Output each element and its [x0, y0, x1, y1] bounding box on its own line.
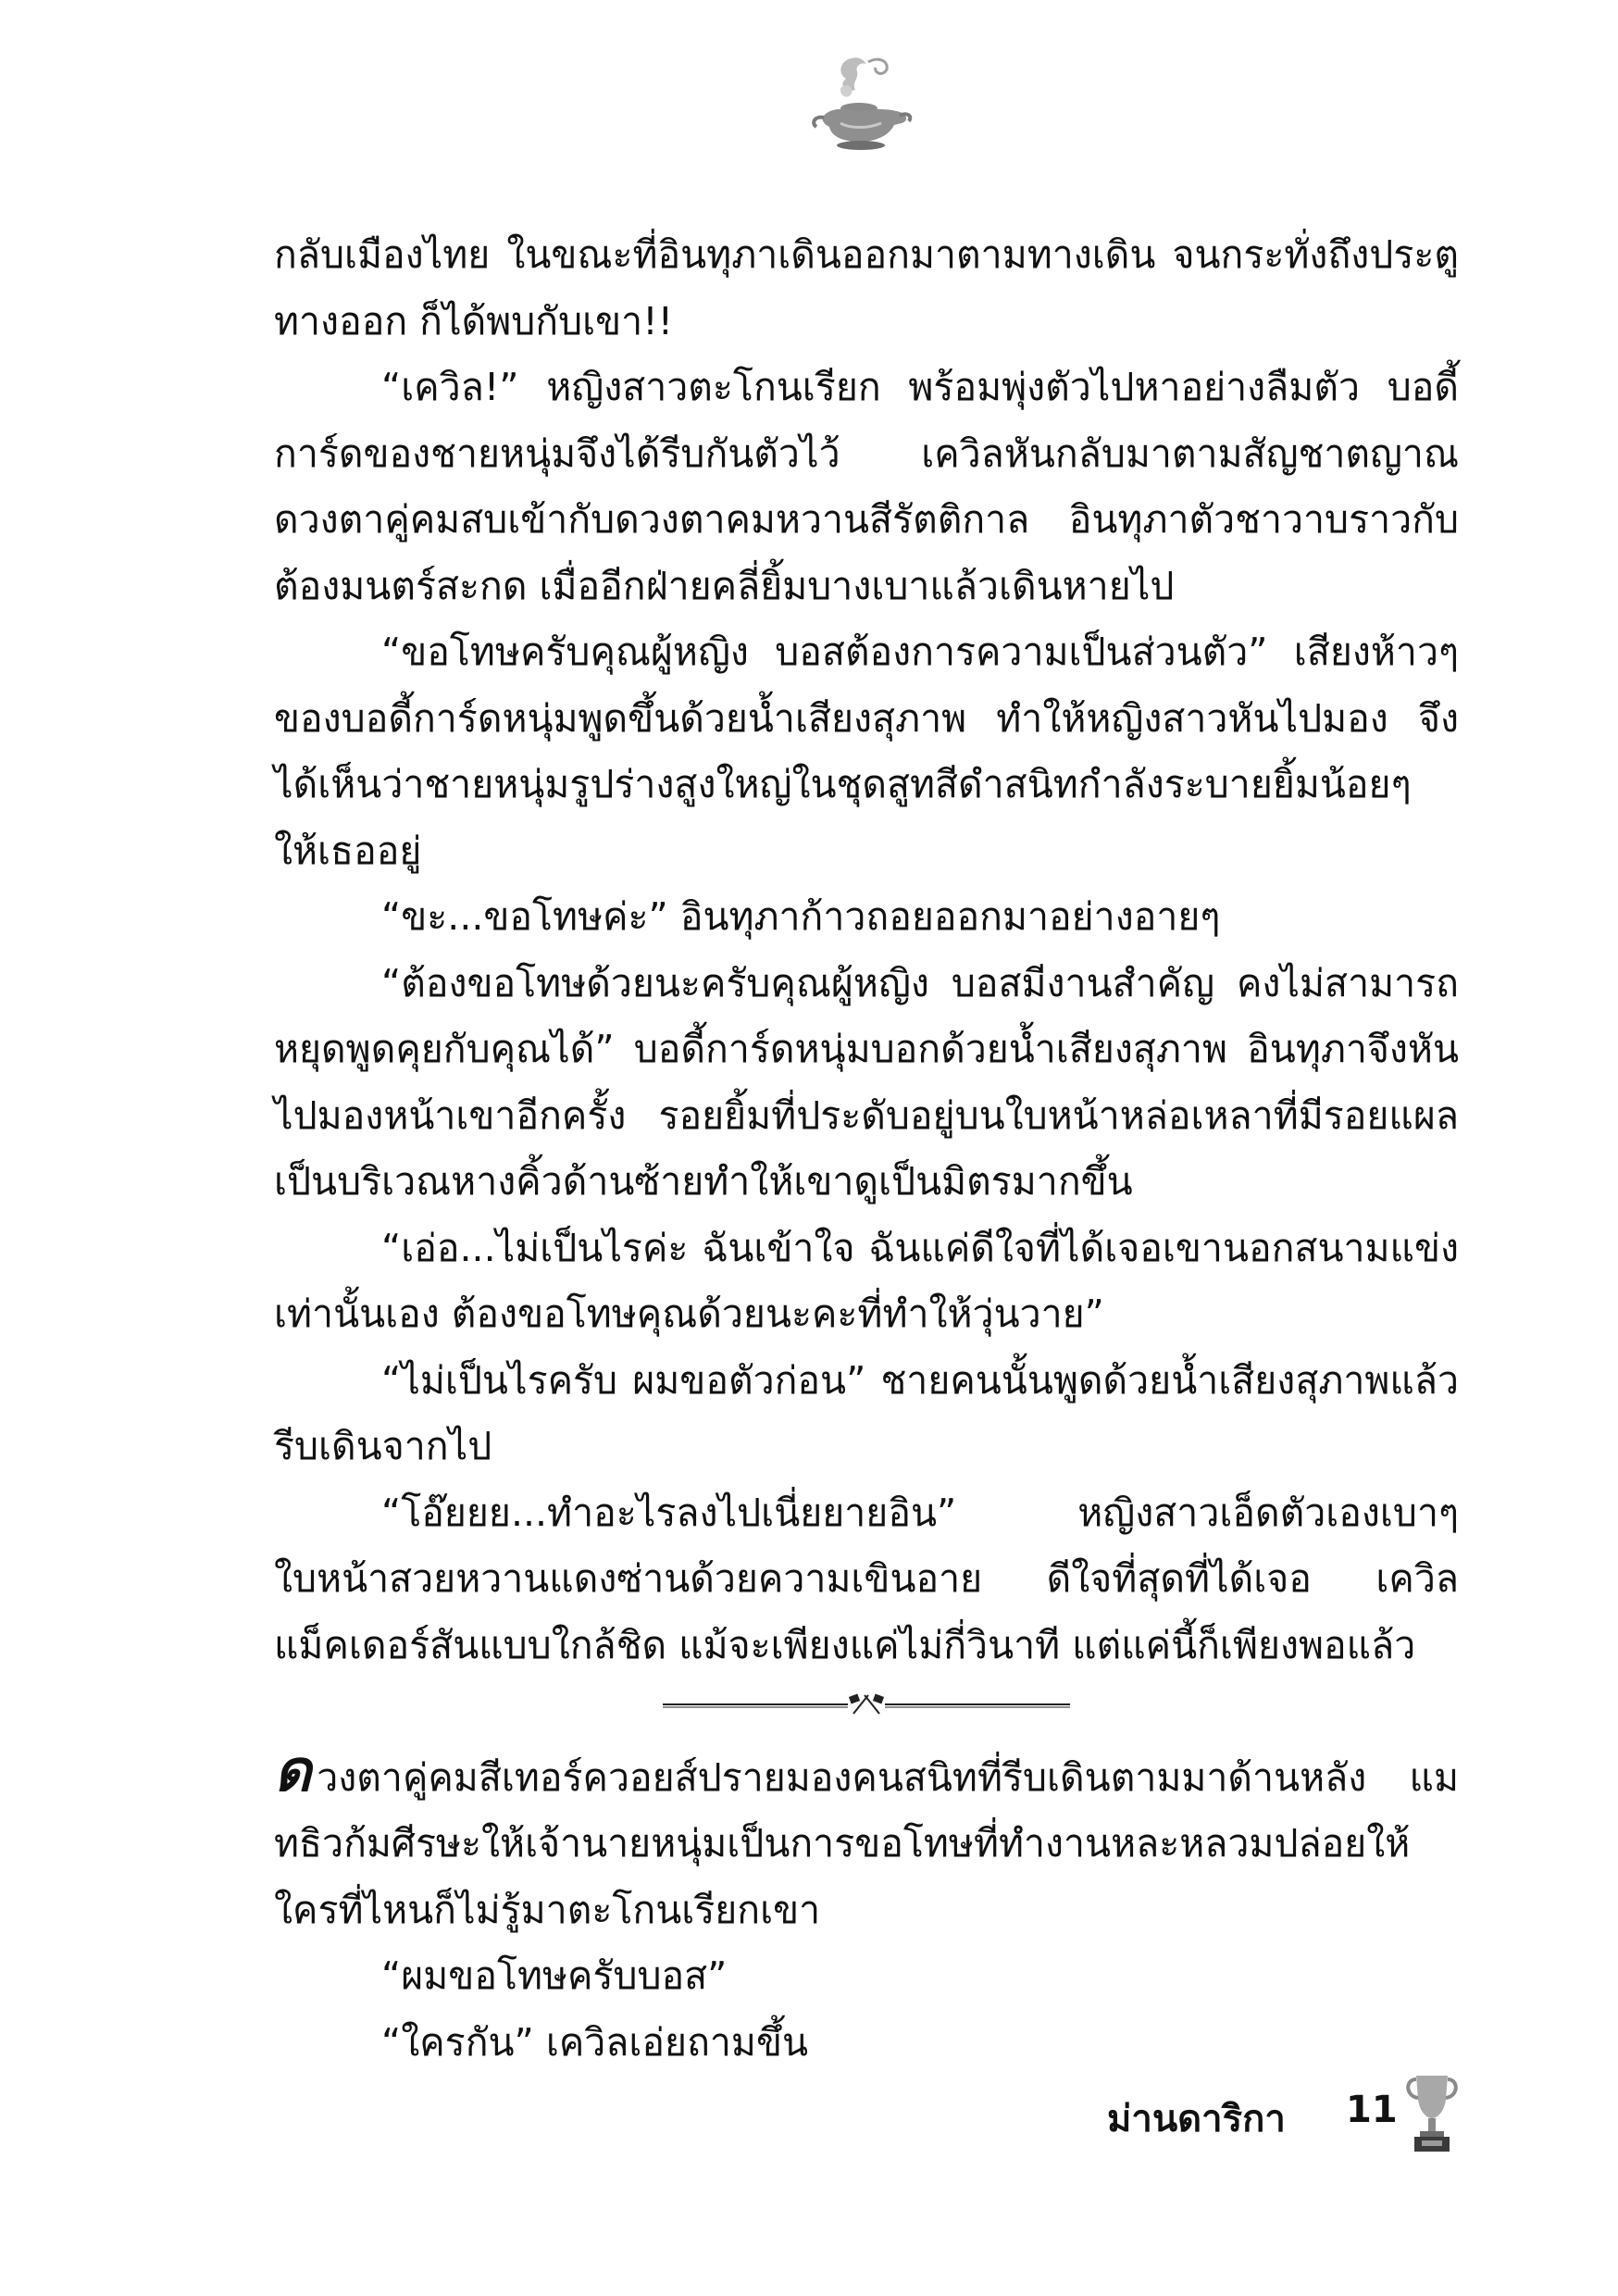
paragraph: “เอ่อ...ไม่เป็นไรค่ะ ฉันเข้าใจ ฉันแค่ดีใจที่ได้เจอเขานอกสนามแข่งเท่านั้นเอง ต้องขอโทษคุณด้วยนะคะที่ทำให้วุ่นวาย” [274, 1225, 1459, 1336]
paragraph: “ขอโทษครับคุณผู้หญิง บอสต้องการความเป็นส่วนตัว” เสียงห้าวๆ ของบอดี้การ์ดหนุ่มพูดขึ้นด้วยน้ำเสียงสุภาพ ทำให้หญิงสาวหันไปมอง จึงได้เห็นว่าชายหนุ่มรูปร่างสูงใหญ่ในชุดสูทสีดำสนิทกำลังระบายยิ้มน้อยๆ ให้เธออยู่ [274, 630, 1459, 873]
paragraph: “เควิล!” หญิงสาวตะโกนเรียก พร้อมพุ่งตัวไปหาอย่างลืมตัว บอดี้การ์ดของชายหนุ่มจึงได้รีบกันตัวไว้ เควิลหันกลับมาตามสัญชาตญาณ ดวงตาคู่คมสบเข้ากับดวงตาคมหวานสีรัตติกาล อินทุภาตัวชาวาบราวกับต้องมนตร์สะกด เมื่ออีกฝ่ายคลี่ยิ้มบางเบาแล้วเดินหายไป [274, 365, 1459, 608]
paragraph: กลับเมืองไทย ในขณะที่อินทุภาเดินออกมาตามทางเดิน จนกระทั่งถึงประตูทางออก ก็ได้พบกับเขา!! [274, 232, 1459, 343]
paragraph: “ต้องขอโทษด้วยนะครับคุณผู้หญิง บอสมีงานสำคัญ คงไม่สามารถหยุดพูดคุยกับคุณได้” บอดี้การ์ดหนุ่มบอกด้วยน้ำเสียงสุภาพ อินทุภาจึงหันไปมองหน้าเขาอีกครั้ง รอยยิ้มที่ประดับอยู่บนใบหน้าหล่อเหลาที่มีรอยแผลเป็นบริเวณหางคิ้วด้านซ้ายทำให้เขาดูเป็นมิตรมากขึ้น [274, 960, 1459, 1204]
paragraph: “ขะ...ขอโทษค่ะ” อินทุภาก้าวถอยออกมาอย่างอายๆ [381, 894, 1221, 939]
book-title: ม่านดาริกา [1107, 2098, 1286, 2140]
dropcap-paragraph-text: วงตาคู่คมสีเทอร์ควอยส์ปรายมองคนสนิทที่รีบเดินตามมาด้านหลัง แมทธิวก้มศีรษะให้เจ้านายหนุ่มเป็นการขอโทษที่ทำงานหละหลวมปล่อยให้ใครที่ไหนก็ไม่รู้มาตะโกนเรียกเขา [274, 1754, 1459, 1932]
paragraph: “ไม่เป็นไรครับ ผมขอตัวก่อน” ชายคนนั้นพูดด้วยน้ำเสียงสุภาพแล้วรีบเดินจากไป [274, 1357, 1459, 1468]
drop-cap: ด [274, 1736, 312, 1804]
checkered-flags-icon [663, 1690, 1070, 1717]
paragraph: “ใครกัน” เควิลเอ่ยถามขึ้น [381, 2019, 809, 2065]
page-number: 11 [1346, 2089, 1398, 2131]
scene-divider [274, 1678, 1459, 1745]
genie-lamp-icon [803, 51, 915, 153]
chapter-body [274, 222, 1459, 2076]
page-footer [1107, 2074, 1477, 2166]
trophy-icon [1401, 2072, 1462, 2155]
paragraph: “ผมขอโทษครับบอส” [381, 1953, 728, 1998]
dropcap-paragraph [274, 1736, 1459, 1944]
paragraph: “โอ๊ยยย...ทำอะไรลงไปเนี่ยยายอิน” หญิงสาวเอ็ดตัวเองเบาๆ ใบหน้าสวยหวานแดงซ่านด้วยความเขินอาย ดีใจที่สุดที่ได้เจอ เควิล แม็คเดอร์สันแบบใกล้ชิด แม้จะเพียงแค่ไม่กี่วินาที แต่แค่นี้ก็เพียงพอแล้ว [274, 1490, 1459, 1667]
